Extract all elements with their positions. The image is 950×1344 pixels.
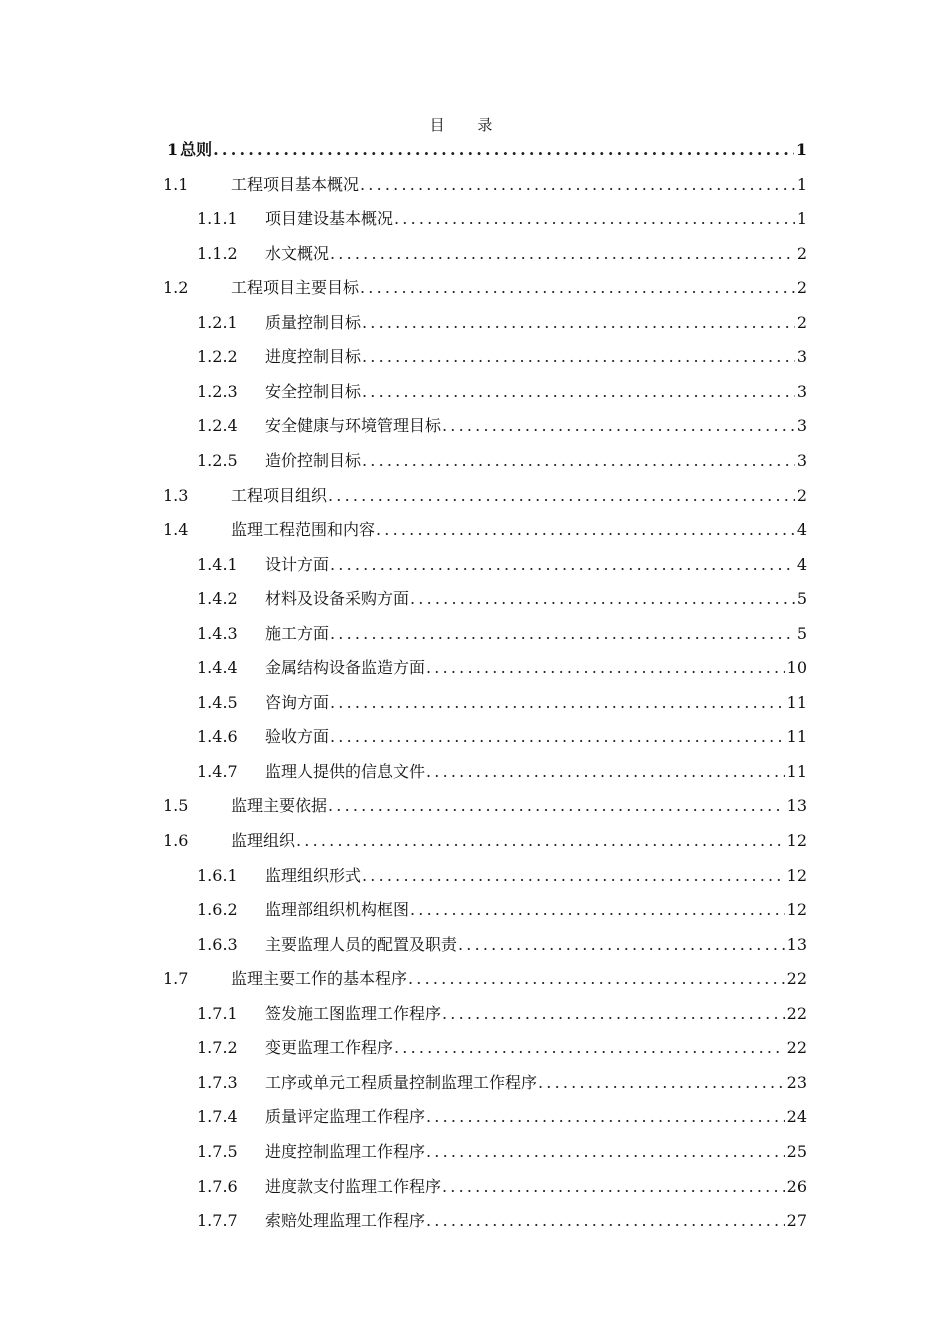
- toc-entry-number: 1.6.2: [197, 900, 238, 920]
- toc-leader-dots: [330, 722, 785, 752]
- toc-entry-number: 1.2.3: [197, 381, 238, 401]
- toc-entry-page-number: 23: [786, 1072, 807, 1092]
- toc-entry-title: 项目建设基本概况: [265, 209, 394, 229]
- toc-entry[interactable]: [197, 722, 807, 752]
- toc-entry-page-number: 22: [786, 1003, 807, 1023]
- toc-entry-number: 1.2.5: [197, 450, 238, 470]
- toc-entry[interactable]: [167, 135, 807, 165]
- toc-entry-page-number: 13: [786, 934, 807, 954]
- toc-entry[interactable]: [163, 964, 807, 994]
- toc-leader-dots: [362, 308, 795, 338]
- toc-entry[interactable]: [197, 619, 807, 649]
- toc-entry-title: 施工方面: [265, 623, 330, 643]
- toc-entry-number: 1.7.5: [197, 1141, 238, 1161]
- toc-entry-title: 工程项目组织: [231, 485, 328, 505]
- toc-entry-page-number: 3: [796, 416, 807, 436]
- toc-entry[interactable]: [197, 308, 807, 338]
- toc-entry-title: 验收方面: [265, 727, 330, 747]
- toc-entry-page-number: 24: [786, 1107, 807, 1127]
- toc-entry-number: 1.4.4: [197, 658, 238, 678]
- toc-leader-dots: [394, 1033, 785, 1063]
- toc-entry[interactable]: [163, 515, 807, 545]
- toc-entry[interactable]: [197, 757, 807, 787]
- toc-leader-dots: [328, 791, 785, 821]
- toc-entry-title: 工程项目主要目标: [231, 278, 360, 298]
- toc-entry[interactable]: [197, 377, 807, 407]
- toc-entry[interactable]: [197, 1206, 807, 1236]
- toc-entry-page-number: 1: [796, 174, 807, 194]
- toc-entry[interactable]: [197, 1102, 807, 1132]
- toc-leader-dots: [408, 964, 785, 994]
- toc-entry-title: 质量评定监理工作程序: [265, 1107, 426, 1127]
- toc-entry-title: 监理主要依据: [231, 796, 328, 816]
- toc-entry-number: 1.2.4: [197, 416, 238, 436]
- toc-entry[interactable]: [197, 999, 807, 1029]
- toc-entry-page-number: 4: [796, 554, 807, 574]
- toc-entry-number: 1.2: [163, 278, 189, 298]
- toc-entry-number: 1.7.6: [197, 1176, 238, 1196]
- toc-leader-dots: [362, 377, 795, 407]
- toc-entry-page-number: 22: [786, 1038, 807, 1058]
- toc-entry-number: 1.4.1: [197, 554, 238, 574]
- toc-entry-number: 1.4: [163, 520, 189, 540]
- toc-entry[interactable]: [163, 170, 807, 200]
- toc-entry-page-number: 3: [796, 347, 807, 367]
- toc-entry-title: 材料及设备采购方面: [265, 589, 410, 609]
- toc-entry-page-number: 13: [786, 796, 807, 816]
- toc-entry-number: 1.2.1: [197, 312, 238, 332]
- toc-leader-dots: [362, 342, 795, 372]
- toc-entry-page-number: 25: [786, 1141, 807, 1161]
- toc-entry-title: 安全健康与环境管理目标: [265, 416, 442, 436]
- toc-entry-page-number: 11: [786, 692, 807, 712]
- toc-entry-title: 总则: [180, 140, 213, 159]
- toc-leader-dots: [362, 861, 785, 891]
- toc-entry-page-number: 27: [786, 1211, 807, 1231]
- toc-entry-title: 质量控制目标: [265, 312, 362, 332]
- toc-entry-title: 金属结构设备监造方面: [265, 658, 426, 678]
- toc-leader-dots: [330, 619, 795, 649]
- toc-entry[interactable]: [163, 481, 807, 511]
- toc-entry-number: 1.6.3: [197, 934, 238, 954]
- toc-entry-title: 监理工程范围和内容: [231, 520, 376, 540]
- toc-entry-page-number: 12: [786, 865, 807, 885]
- toc-leader-dots: [426, 653, 785, 683]
- toc-entry[interactable]: [163, 791, 807, 821]
- toc-entry-number: 1.1.1: [197, 209, 238, 229]
- toc-leader-dots: [426, 1102, 785, 1132]
- toc-entry-title: 造价控制目标: [265, 450, 362, 470]
- toc-entry[interactable]: [197, 204, 807, 234]
- toc-leader-dots: [426, 1137, 785, 1167]
- toc-entry[interactable]: [197, 1137, 807, 1167]
- toc-entry[interactable]: [197, 1172, 807, 1202]
- toc-entry-page-number: 3: [796, 450, 807, 470]
- toc-leader-dots: [442, 1172, 785, 1202]
- toc-leader-dots: [426, 757, 785, 787]
- toc-entry-page-number: 10: [786, 658, 807, 678]
- toc-leader-dots: [394, 204, 795, 234]
- toc-entry[interactable]: [197, 239, 807, 269]
- toc-leader-dots: [458, 930, 785, 960]
- toc-entry-number: 1.4.3: [197, 623, 238, 643]
- toc-entry-page-number: 1: [795, 140, 807, 159]
- toc-entry-number: 1.7.3: [197, 1072, 238, 1092]
- toc-leader-dots: [362, 446, 795, 476]
- toc-leader-dots: [330, 688, 785, 718]
- toc-entry-number: 1.7.7: [197, 1211, 238, 1231]
- toc-leader-dots: [376, 515, 795, 545]
- toc-entry-title: 设计方面: [265, 554, 330, 574]
- toc-leader-dots: [330, 239, 795, 269]
- toc-entry-number: 1.5: [163, 796, 189, 816]
- toc-entry-number: 1.1.2: [197, 243, 238, 263]
- toc-leader-dots: [442, 411, 795, 441]
- toc-entry-title: 监理主要工作的基本程序: [231, 969, 408, 989]
- toc-leader-dots: [442, 999, 785, 1029]
- toc-entry[interactable]: [197, 653, 807, 683]
- toc-entry[interactable]: [197, 1033, 807, 1063]
- toc-entry[interactable]: [197, 550, 807, 580]
- toc-entry-page-number: 2: [796, 278, 807, 298]
- toc-entry-page-number: 4: [796, 520, 807, 540]
- toc-entry[interactable]: [197, 342, 807, 372]
- toc-entry[interactable]: [197, 446, 807, 476]
- toc-entry[interactable]: [197, 411, 807, 441]
- toc-entry-page-number: 11: [786, 761, 807, 781]
- toc-entry-title: 变更监理工作程序: [265, 1038, 394, 1058]
- toc-entry-title: 签发施工图监理工作程序: [265, 1003, 442, 1023]
- toc-entry-page-number: 2: [796, 312, 807, 332]
- toc-entry-number: 1.2.2: [197, 347, 238, 367]
- toc-entry-title: 进度控制目标: [265, 347, 362, 367]
- toc-entry-page-number: 2: [796, 243, 807, 263]
- toc-leader-dots: [213, 135, 794, 165]
- toc-entry-number: 1.6.1: [197, 865, 238, 885]
- toc-leader-dots: [296, 826, 785, 856]
- toc-leader-dots: [330, 550, 795, 580]
- toc-entry-page-number: 1: [796, 209, 807, 229]
- toc-leader-dots: [360, 170, 795, 200]
- toc-entry-page-number: 26: [786, 1176, 807, 1196]
- toc-entry-number: 1.7.1: [197, 1003, 238, 1023]
- toc-entry-title: 监理组织: [231, 831, 296, 850]
- toc-entry-title: 监理组织形式: [265, 865, 362, 885]
- toc-entry-page-number: 5: [796, 589, 807, 609]
- toc-entry-number: 1.7.2: [197, 1038, 238, 1058]
- toc-entry[interactable]: [197, 861, 807, 891]
- toc-leader-dots: [538, 1068, 785, 1098]
- toc-entry-title: 监理人提供的信息文件: [265, 761, 426, 781]
- toc-entry-page-number: 12: [786, 900, 807, 920]
- toc-entry-number: 1.3: [163, 485, 189, 505]
- toc-leader-dots: [328, 481, 795, 511]
- toc-title: 目 录: [429, 116, 507, 134]
- toc-entry-number: 1.4.7: [197, 761, 238, 781]
- toc-entry-page-number: 22: [786, 969, 807, 989]
- toc-entry-number: 1.7: [163, 969, 189, 989]
- toc-entry-page-number: 11: [786, 727, 807, 747]
- toc-entry-title: 进度控制监理工作程序: [265, 1141, 426, 1161]
- toc-entry-title: 监理部组织机构框图: [265, 900, 410, 920]
- toc-entry[interactable]: [197, 584, 807, 614]
- toc-entry-title: 工程项目基本概况: [231, 174, 360, 194]
- toc-entry-page-number: 5: [796, 623, 807, 643]
- toc-leader-dots: [410, 584, 795, 614]
- toc-entry-number: 1.1: [163, 174, 189, 194]
- toc-entry[interactable]: [163, 273, 807, 303]
- toc-entry[interactable]: [197, 688, 807, 718]
- toc-entry-number: 1.4.2: [197, 589, 238, 609]
- toc-leader-dots: [360, 273, 795, 303]
- toc-entry-number: 1.4.6: [197, 727, 238, 747]
- toc-leader-dots: [410, 895, 785, 925]
- toc-entry-number: 1: [167, 140, 179, 159]
- toc-entry-title: 索赔处理监理工作程序: [265, 1211, 426, 1231]
- toc-entry-page-number: 2: [796, 485, 807, 505]
- toc-entry[interactable]: [197, 930, 807, 960]
- toc-entry-number: 1.4.5: [197, 692, 238, 712]
- toc-entry[interactable]: [197, 895, 807, 925]
- toc-entry-title: 水文概况: [265, 243, 330, 263]
- toc-leader-dots: [426, 1206, 785, 1236]
- toc-entry[interactable]: [163, 826, 807, 856]
- toc-entry-title: 工序或单元工程质量控制监理工作程序: [265, 1072, 538, 1092]
- toc-entry-number: 1.6: [163, 831, 189, 850]
- toc-entry-title: 安全控制目标: [265, 381, 362, 401]
- toc-entry-title: 进度款支付监理工作程序: [265, 1176, 442, 1196]
- toc-entry-page-number: 12: [786, 831, 807, 850]
- toc-entry-title: 咨询方面: [265, 692, 330, 712]
- toc-entry-number: 1.7.4: [197, 1107, 238, 1127]
- toc-entry-page-number: 3: [796, 381, 807, 401]
- toc-entry[interactable]: [197, 1068, 807, 1098]
- toc-entry-title: 主要监理人员的配置及职责: [265, 934, 458, 954]
